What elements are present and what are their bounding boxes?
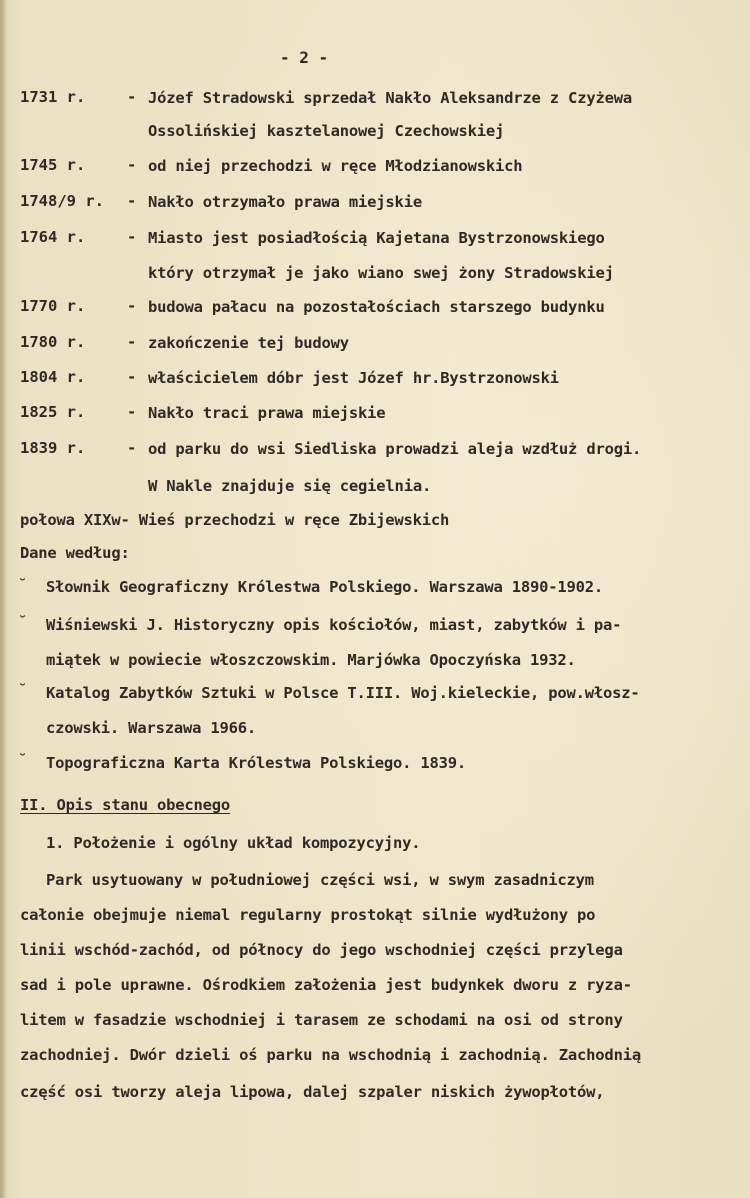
timeline-text: budowa pałacu na pozostałościach starszego budynku xyxy=(148,298,605,316)
bullet-mark: ˘ xyxy=(18,681,28,699)
timeline-text: który otrzymał je jako wiano swej żony Stradowskiej xyxy=(148,264,614,282)
body-line: sad i pole uprawne. Ośrodkiem założenia jest budynkek dworu z ryza- xyxy=(20,976,632,994)
timeline-date: 1839 r. xyxy=(20,439,86,457)
timeline-date: 1764 r. xyxy=(20,228,86,246)
timeline-dash: - xyxy=(127,439,137,457)
timeline-text: Ossolińskiej kasztelanowej Czechowskiej xyxy=(148,122,505,140)
timeline-date: 1804 r. xyxy=(20,368,86,386)
timeline-text: W Nakle znajduje się cegielnia. xyxy=(148,477,432,495)
timeline-dash: - xyxy=(127,297,137,315)
body-line: zachodniej. Dwór dzieli oś parku na wschodnią i zachodnią. Zachodnią xyxy=(20,1046,641,1064)
source-entry: miątek w powiecie włoszczowskim. Marjówka Opoczyńska 1932. xyxy=(46,651,576,669)
body-line: Park usytuowany w południowej części wsi, w swym zasadniczym xyxy=(46,871,594,889)
timeline-date: 1780 r. xyxy=(20,333,86,351)
timeline-dash: - xyxy=(127,88,137,106)
source-entry: Wiśniewski J. Historyczny opis kościołów, miast, zabytków i pa- xyxy=(46,616,622,634)
timeline-date: 1770 r. xyxy=(20,297,86,315)
timeline-date: 1748/9 r. xyxy=(20,192,104,210)
source-entry: Słownik Geograficzny Królestwa Polskiego. Warszawa 1890-1902. xyxy=(46,578,604,596)
half-century-entry: połowa XIXw- Wieś przechodzi w ręce Zbijewskich xyxy=(20,511,450,529)
timeline-text: od parku do wsi Siedliska prowadzi aleja wzdłuż drogi. xyxy=(148,440,642,458)
timeline-text: Miasto jest posiadłością Kajetana Bystrzonowskiego xyxy=(148,229,605,247)
bullet-mark: ˘ xyxy=(18,751,28,769)
timeline-dash: - xyxy=(127,403,137,421)
source-entry: czowski. Warszawa 1966. xyxy=(46,719,257,737)
timeline-text: właścicielem dóbr jest Józef hr.Bystrzonowski xyxy=(148,369,559,387)
timeline-text: Nakło otrzymało prawa miejskie xyxy=(148,193,422,211)
sources-label: Dane według: xyxy=(20,544,130,562)
timeline-date: 1731 r. xyxy=(20,88,86,106)
bullet-mark: ˘ xyxy=(18,576,28,594)
timeline-text: Józef Stradowski sprzedał Nakło Aleksandrze z Czyżewa xyxy=(148,89,632,107)
timeline-dash: - xyxy=(127,156,137,174)
source-entry: Topograficzna Karta Królestwa Polskiego. 1839. xyxy=(46,754,467,772)
timeline-dash: - xyxy=(127,192,137,210)
timeline-dash: - xyxy=(127,333,137,351)
body-line: litem w fasadzie wschodniej i tarasem ze schodami na osi od strony xyxy=(20,1011,623,1029)
source-entry: Katalog Zabytków Sztuki w Polsce T.III. Woj.kieleckie, pow.włosz- xyxy=(46,684,640,702)
timeline-text: od niej przechodzi w ręce Młodzianowskich xyxy=(148,157,523,175)
timeline-text: zakończenie tej budowy xyxy=(148,334,349,352)
body-line: całonie obejmuje niemal regularny prostokąt silnie wydłużony po xyxy=(20,906,596,924)
body-line: część osi tworzy aleja lipowa, dalej szpaler niskich żywopłotów, xyxy=(20,1083,605,1101)
page-number: - 2 - xyxy=(280,48,329,67)
subsection-heading: 1. Położenie i ogólny układ kompozycyjny. xyxy=(46,834,421,852)
timeline-date: 1745 r. xyxy=(20,156,86,174)
body-line: linii wschód-zachód, od północy do jego wschodniej części przylega xyxy=(20,941,623,959)
timeline-dash: - xyxy=(127,368,137,386)
timeline-dash: - xyxy=(127,228,137,246)
bullet-mark: ˘ xyxy=(18,613,28,631)
timeline-date: 1825 r. xyxy=(20,403,86,421)
timeline-text: Nakło traci prawa miejskie xyxy=(148,404,386,422)
section-heading: II. Opis stanu obecnego xyxy=(20,796,231,814)
